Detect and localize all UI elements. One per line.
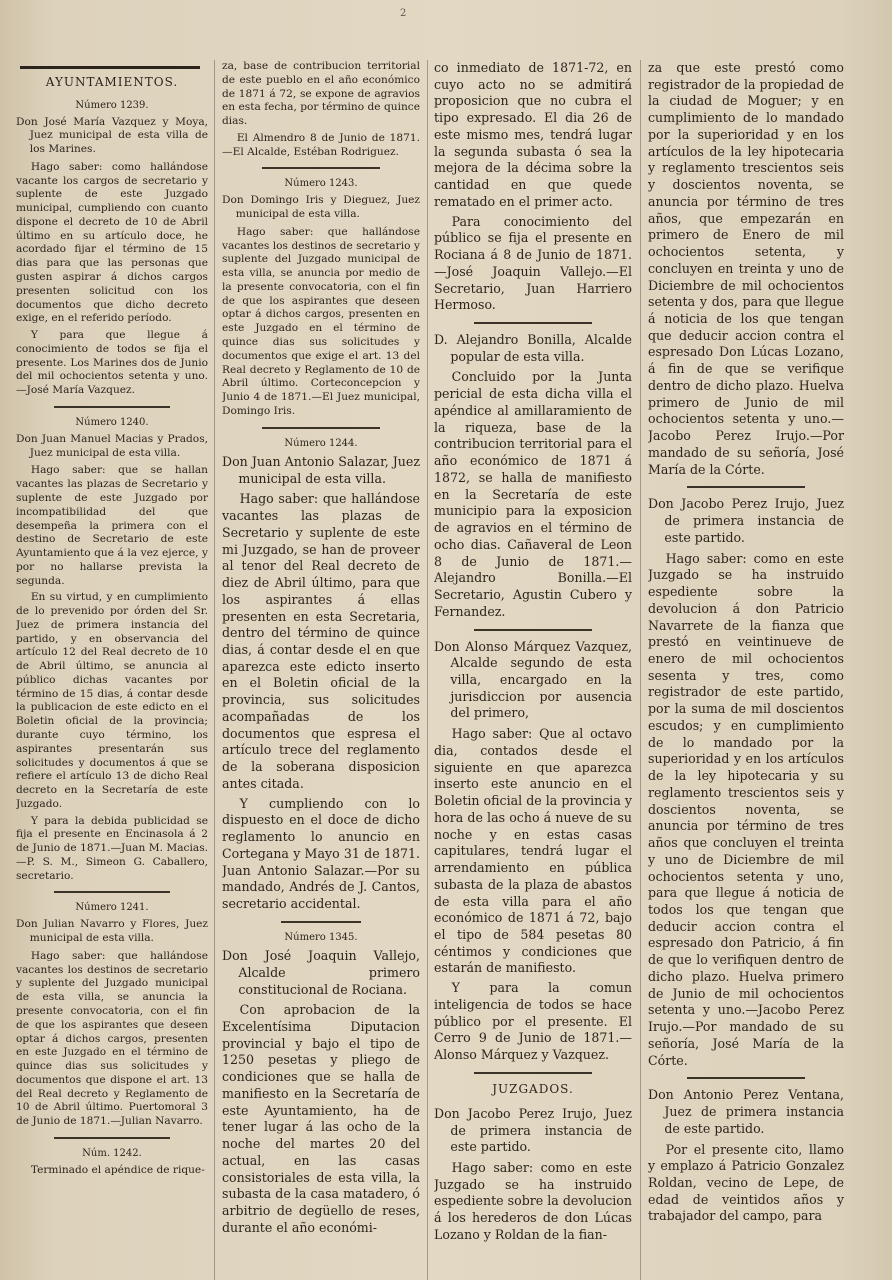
separator: [262, 427, 381, 429]
section-title-ayuntamientos: AYUNTAMIENTOS.: [45, 75, 179, 89]
column-divider: [214, 60, 215, 1280]
top-rule: [20, 66, 200, 69]
notice-number: Número 1244.: [284, 437, 358, 449]
separator: [474, 322, 593, 324]
notice-number: Número 1241.: [75, 902, 149, 914]
notice-paragraph: Y para que llegue á conocimiento de todos se fija el presente. Los Marines dos de Junio del mil ochocientos setenta y uno.—José María Vazquez.: [16, 329, 208, 397]
notice-heading: D. Alejandro Bonilla, Alcalde popular de esta villa.: [434, 332, 632, 364]
column-2: [222, 60, 420, 1280]
separator: [54, 891, 169, 893]
column-3: [434, 60, 632, 1280]
notice-heading: Don Jacobo Perez Irujo, Juez de primera instancia de este partido.: [648, 496, 844, 545]
notice-number: Núm. 1242.: [82, 1147, 142, 1159]
notice-number: Número 1243.: [284, 178, 358, 190]
notice-paragraph: Y cumpliendo con lo dispuesto en el doce de dicho reglamento lo anuncio en Cortegana y Mayo 31 de 1871. Juan Antonio Salazar.—Por su mandado, Andrés de J. Cantos, secretario accidental.: [222, 795, 420, 911]
notice-continuation: za que este prestó como registrador de la propiedad de la ciudad de Moguer; y en cumplimiento de lo mandado por la superioridad y en los artículos de la ley hipotecaria y reglamento trescientos seis y doscientos noventa, se anuncia por término de tres años, que empezarán en primero de Enero de mil ochocientos setenta, y concluyen en treinta y uno de Diciembre de mil ochocientos setenta y dos, para que llegue á noticia de los que tengan que deducir accion contra el espresado Don Lúcas Lozano, á fin de que se verifique dentro de dicho plazo. Huelva primero de Junio de mil ochocientos setenta y uno.—Jacobo Perez Irujo.—Por mandado de su señoría, José María de la Córte.: [648, 60, 844, 477]
notice-signature: El Almendro 8 de Junio de 1871.—El Alcalde, Estéban Rodriguez.: [222, 131, 420, 158]
column-4: [648, 60, 844, 1280]
notice-paragraph: Para conocimiento del público se fija el presente en Rociana á 8 de Junio de 1871.—José Joaquin Vallejo.—El Secretario, Juan Harriero Hermoso.: [434, 213, 632, 313]
notice-paragraph: Hago saber: como hallándose vacante los cargos de secretario y suplente de este Juzgado municipal, cumpliendo con cuanto dispone el decreto de 10 de Abril último en su artículo doce, he acordado fijar el término de 15 dias para que las personas que gusten aspirar á dichos cargos presenten solicitud con los documentos que dicho decreto exige, en el referido período.: [16, 160, 208, 325]
notice-heading: Don Jacobo Perez Irujo, Juez de primera instancia de este partido.: [434, 1105, 632, 1155]
notice-paragraph: Hago saber: que hallándose vacantes los destinos de secretario y suplente del Juzgado municipal de esta villa, se anuncia por medio de la presente convocatoria, con el fin de que los aspirantes que deseen optar á dichos cargos, presenten en este Juzgado en el término de quince dias sus solicitudes y documentos que exige el art. 13 del Real decreto y Reglamento de 10 de Abril último. Corteconcepcion y Junio 4 de 1871.—El Juez municipal, Domingo Iris.: [222, 225, 420, 417]
separator: [54, 406, 169, 408]
separator: [474, 629, 593, 631]
notice-paragraph: Hago saber: que se hallan vacantes las plazas de Secretario y suplente de este Juzgado por incompatibilidad del que desempeña la primera con el destino de Secretario de este Ayuntamiento que á la vez ejerce, y por no hallarse prevista la segunda.: [16, 464, 208, 587]
notice-paragraph: Hago saber: Que al octavo dia, contados desde el siguiente en que aparezca inserto este anuncio en el Boletin oficial de la provincia y hora de las ocho á nueve de su noche y en estas casas capitulares, tendrá lugar el arrendamiento en pública subasta de la plaza de abastos de esta villa para el año económico de 1871 á 72, bajo el tipo de 584 pesetas 80 céntimos y condiciones que estarán de manifiesto.: [434, 726, 632, 976]
column-divider: [640, 60, 641, 1280]
notice-heading: Don José Joaquin Vallejo, Alcalde primero constitucional de Rociana.: [222, 948, 420, 997]
notice-heading: Don Julian Navarro y Flores, Juez municipal de esta villa.: [16, 918, 208, 945]
notice-paragraph: En su virtud, y en cumplimiento de lo prevenido por órden del Sr. Juez de primera instancia del partido, y en observancia del artículo 12 del Real decreto de 10 de Abril último, se anuncia al público dichas vacantes por término de 15 dias, á contar desde la publicacion de este edicto en el Boletin oficial de la provincia; durante cuyo término, los aspirantes presentarán sus solicitudes y documentos á que se refiere el artículo 13 de dicho Real decreto en la Secretaría de este Juzgado.: [16, 591, 208, 810]
notice-paragraph: Hago saber: como en este Juzgado se ha instruido espediente sobre la devolucion á don Patricio Navarrete de la fianza que prestó en veintinueve de enero de mil ochocientos sesenta y tres, como registrador de este partido, por la suma de mil doscientos escudos; y en cumplimiento de lo mandado por la superioridad y en los artículos de la ley hipotecaria y su reglamento trescientos seis y doscientos noventa, se anuncia por término de tres años que concluyen el treinta y uno de Diciembre de mil ochocientos setenta y uno, para que llegue á noticia de todos los que tengan que deducir accion contra el espresado don Patricio, á fin de que lo verifiquen dentro de dicho plazo. Huelva primero de Junio de mil ochocientos setenta y uno.—Jacobo Perez Irujo.—Por mandado de su señoría, José María de la Córte.: [648, 550, 844, 1068]
notice-paragraph: Con aprobacion de la Excelentísima Diputacion provincial y bajo el tipo de 1250 pesetas y pliego de condiciones que se halla de manifiesto en la Secretaría de este Ayuntamiento, ha de tener lugar á las ocho de la noche del martes 20 del actual, en las casas consistoriales de esta villa, la subasta de la casa matadero, ó arbitrio de degüello de reses, durante el año económi-: [222, 1002, 420, 1235]
notice-paragraph: Terminado el apéndice de rique-: [30, 1163, 205, 1176]
column-divider: [427, 60, 428, 1280]
notice-paragraph: Y para la debida publicidad se fija el presente en Encinasola á 2 de Junio de 1871.—Juan M. Macias.—P. S. M., Simeon G. Caballero, secretario.: [16, 814, 208, 882]
separator: [474, 1072, 593, 1074]
separator: [687, 1077, 805, 1079]
separator: [54, 1137, 169, 1139]
notice-paragraph: Y para la comun inteligencia de todos se hace público por el presente. El Cerro 9 de Junio de 1871.—Alonso Márquez y Vazquez.: [434, 980, 632, 1063]
separator: [262, 167, 381, 169]
column-1: [16, 60, 208, 1280]
notice-heading: Don Antonio Perez Ventana, Juez de primera instancia de este partido.: [648, 1087, 844, 1136]
notice-paragraph: Por el presente cito, llamo y emplazo á Patricio Gonzalez Roldan, vecino de Lepe, de edad de veintidos años y trabajador del campo, para: [648, 1141, 844, 1224]
page-mark: 2: [400, 8, 407, 19]
separator: [687, 486, 805, 488]
notice-number: Número 1240.: [75, 416, 149, 428]
section-title-juzgados: JUZGADOS.: [492, 1081, 574, 1096]
notice-heading: Don Juan Antonio Salazar, Juez municipal de esta villa.: [222, 453, 420, 486]
separator: [281, 921, 360, 923]
notice-continuation: za, base de contribucion territorial de este pueblo en el año económico de 1871 á 72, se expone de agravios en esta fecha, por término de quince dias.: [222, 60, 420, 128]
notice-heading: Don Alonso Márquez Vazquez, Alcalde segundo de esta villa, encargado en la jurisdiccion por ausencia del primero,: [434, 638, 632, 721]
notice-paragraph: Hago saber: que hallándose vacantes las plazas de Secretario y suplente de este mi Juzgado, se han de proveer al tenor del Real decreto de diez de Abril último, para que los aspirantes á ellas presenten en esta Secretaria, dentro del término de quince dias, á contar desde el en que aparezca este edicto inserto en el Boletin oficial de la provincia, sus solicitudes acompañadas de los documentos que espresa el artículo trece del reglamento de la soberana disposicion antes citada.: [222, 491, 420, 791]
notice-paragraph: Hago saber: como en este Juzgado se ha instruido espediente sobre la devolucion á los herederos de don Lúcas Lozano y Roldan de la fian-: [434, 1160, 632, 1242]
notice-heading: Don Juan Manuel Macias y Prados, Juez municipal de esta villa.: [16, 432, 208, 459]
notice-heading: Don Domingo Iris y Dieguez, Juez municipal de esta villa.: [222, 194, 420, 221]
notice-heading: Don José María Vazquez y Moya, Juez municipal de esta villa de los Marines.: [16, 115, 208, 156]
notice-continuation: co inmediato de 1871-72, en cuyo acto no se admitirá proposicion que no cubra el tipo expresado. El dia 26 de este mismo mes, tendrá lugar la segunda subasta ó sea la mejora de la décima sobre la cantidad en que quede rematado en el primer acto.: [434, 60, 632, 209]
notice-paragraph: Hago saber: que hallándose vacantes los destinos de secretario y suplente del Juzgado municipal de esta villa, se anuncia la presente convocatoria, con el fin de que los aspirantes que deseen optar á dichos cargos, presenten en este Juzgado en el término de quince dias sus solicitudes y documentos que dispone el art. 13 del Real decreto y Reglamento de 10 de Abril último. Puertomoral 3 de Junio de 1871.—Julian Navarro.: [16, 949, 208, 1128]
notice-paragraph: Concluido por la Junta pericial de esta dicha villa el apéndice al amillaramiento de la riqueza, base de la contribucion territorial para el año económico de 1871 á 1872, se halla de manifiesto en la Secretaría de este municipio para la exposicion de agravios en el término de ocho dias. Cañaveral de Leon 8 de Junio de 1871.—Alejandro Bonilla.—El Secretario, Agustin Cubero y Fernandez.: [434, 369, 632, 619]
notice-number: Número 1345.: [284, 931, 358, 943]
notice-number: Número 1239.: [75, 99, 149, 111]
